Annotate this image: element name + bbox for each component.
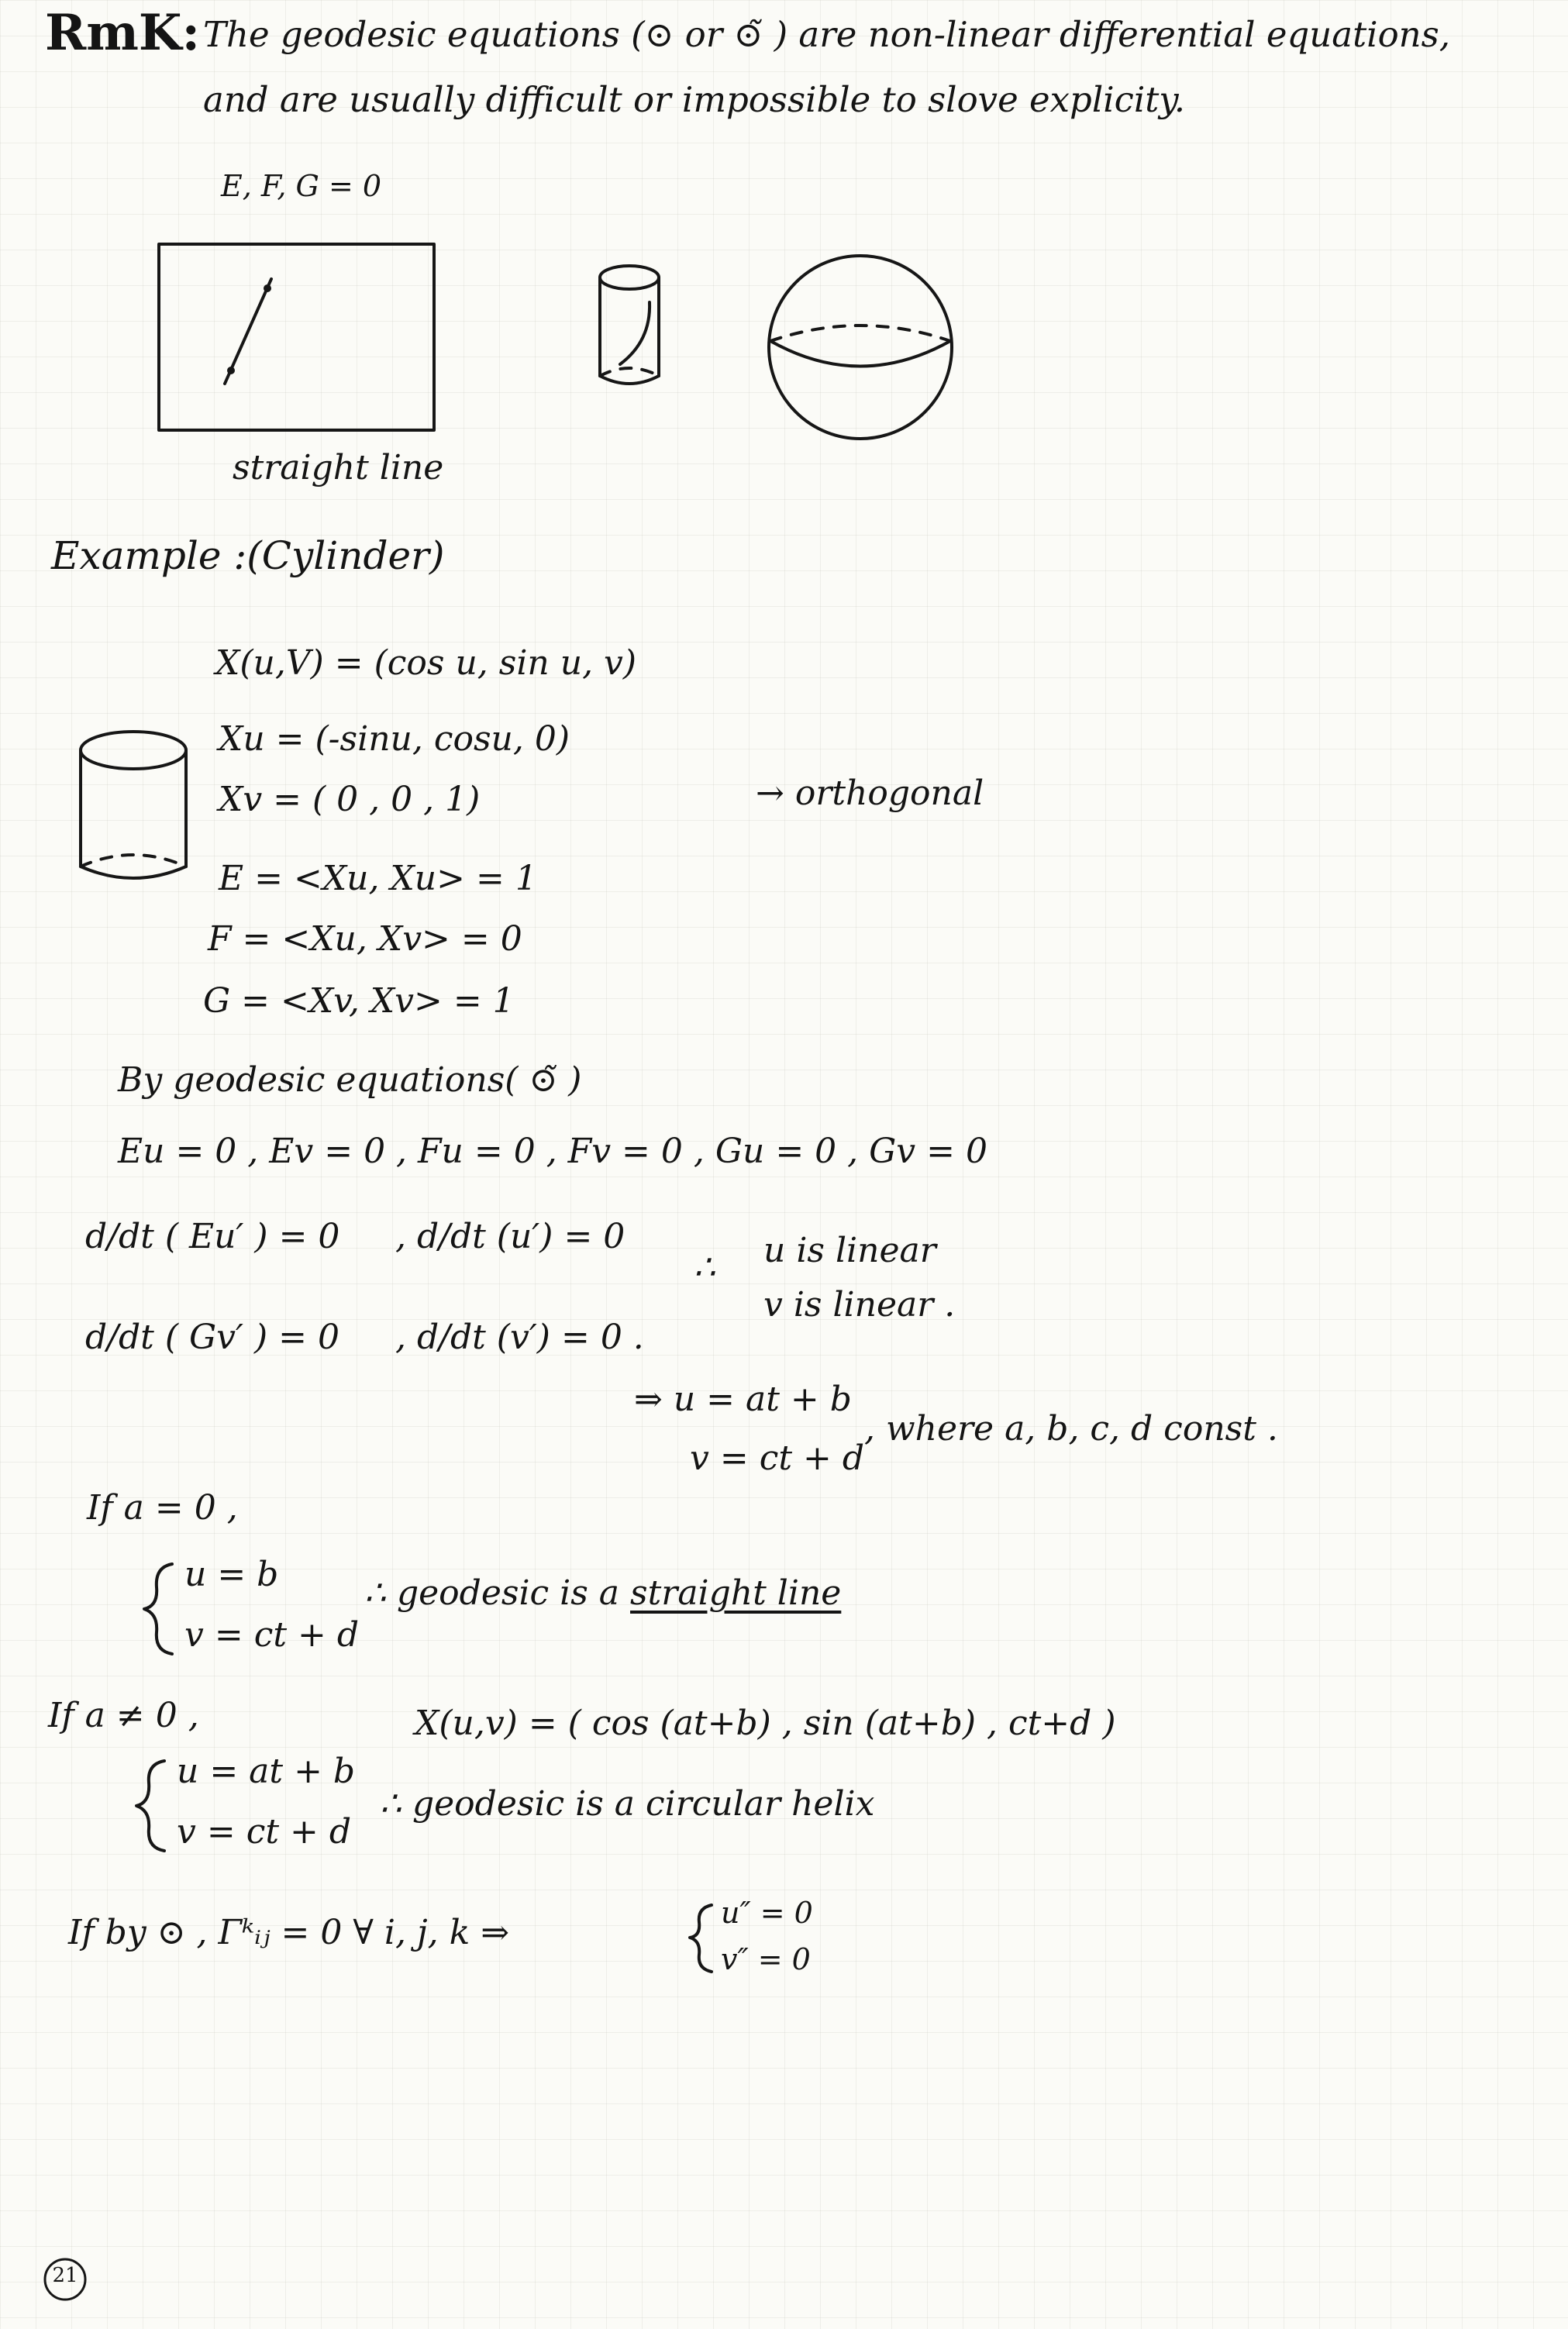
f-def: F = <Xu, Xv> = 0 xyxy=(208,919,522,959)
case-a-not0-condition: If a ≠ 0 , xyxy=(48,1696,199,1735)
page-number: 21 xyxy=(52,2264,78,2287)
case-a-not0-conclusion: ∴ geodesic is a circular helix xyxy=(380,1784,875,1824)
case-a0-u: u = b xyxy=(184,1555,279,1594)
u-solution: ⇒ u = at + b xyxy=(634,1380,852,1419)
case-a-not0-v: v = ct + d xyxy=(177,1812,352,1852)
example-cylinder-figure xyxy=(81,732,186,878)
rmk-line-2: and are usually difficult or impossible to slove explicity. xyxy=(203,79,1186,120)
orthogonal-note: → orthogonal xyxy=(756,773,984,813)
sphere-figure xyxy=(769,256,952,439)
by-circle-statement: If by ⊙ , Γᵏᵢⱼ = 0 ∀ i, j, k ⇒ xyxy=(68,1913,510,1952)
xu-def: Xu = (-sinu, cosu, 0) xyxy=(219,719,570,759)
brace-by-circle xyxy=(690,1905,712,1972)
partial-derivatives: Eu = 0 , Ev = 0 , Fu = 0 , Fv = 0 , Gu = 0 , Gv = 0 xyxy=(118,1132,987,1171)
v-is-linear: v is linear . xyxy=(763,1285,956,1325)
case-a0-condition: If a = 0 , xyxy=(87,1488,238,1528)
xv-def: Xv = ( 0 , 0 , 1) xyxy=(219,780,481,819)
param-x: X(u,V) = (cos u, sin u, v) xyxy=(215,643,637,683)
rmk-line-1: The geodesic equations (⊙ or ⊙̃ ) are non-linear differential equations, xyxy=(203,14,1451,55)
case-a-not0-u: u = at + b xyxy=(177,1752,356,1791)
e-def: E = <Xu, Xu> = 1 xyxy=(219,859,537,898)
case-a0-v: v = ct + d xyxy=(184,1615,360,1655)
eq-e-prime: d/dt ( Eu′ ) = 0 xyxy=(85,1217,340,1256)
eq-g-prime: d/dt ( Gv′ ) = 0 xyxy=(85,1318,339,1357)
u-is-linear: u is linear xyxy=(763,1231,936,1270)
case-a-not0-param: X(u,v) = ( cos (at+b) , sin (at+b) , ct+d ) xyxy=(415,1704,1116,1743)
efg-zero-label: E, F, G = 0 xyxy=(221,169,382,203)
u-double-prime: u″ = 0 xyxy=(721,1896,813,1930)
eq-v-prime: , d/dt (v′) = 0 . xyxy=(395,1318,644,1357)
brace-case-a0 xyxy=(144,1564,172,1654)
case-a0-conclusion xyxy=(364,1575,841,1612)
brace-case-a-not0 xyxy=(136,1761,164,1851)
v-double-prime: v″ = 0 xyxy=(721,1942,811,1976)
geodesic-intro: By geodesic equations( ⊙̃ ) xyxy=(118,1060,582,1100)
cylinder-figure xyxy=(600,266,659,384)
straight-line-underlined: straight line xyxy=(630,1573,842,1613)
rmk-label: RmK: xyxy=(45,4,201,62)
case-a0-conclusion-text: ∴ geodesic is a xyxy=(364,1573,631,1613)
eq-u-prime: , d/dt (u′) = 0 xyxy=(395,1217,625,1256)
straight-line-label: straight line xyxy=(233,448,444,488)
example-title: Example :(Cylinder) xyxy=(51,533,445,578)
constants-note: , where a, b, c, d const . xyxy=(864,1409,1278,1449)
g-def: G = <Xv, Xv> = 1 xyxy=(203,981,515,1021)
plane-figure xyxy=(159,244,434,430)
v-solution: v = ct + d xyxy=(690,1438,865,1478)
therefore-symbol-1: ∴ xyxy=(694,1248,715,1287)
